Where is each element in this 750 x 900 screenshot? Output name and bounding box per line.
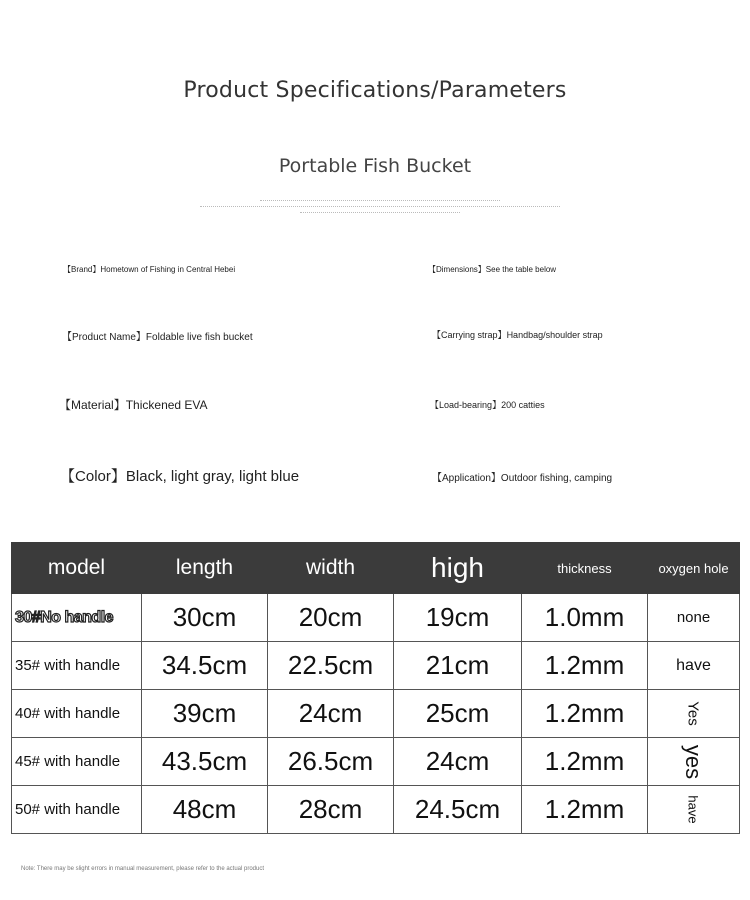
- spec-load-value: 200 catties: [501, 400, 545, 410]
- oxygen-value: yes: [681, 744, 707, 779]
- table-row: [12, 738, 740, 786]
- spec-strap-value: Handbag/shoulder strap: [506, 330, 603, 340]
- header-thickness: thickness: [522, 543, 648, 594]
- product-subtitle: Portable Fish Bucket: [278, 155, 472, 177]
- spec-dimensions: [428, 264, 556, 275]
- model-label: 30#No handle: [15, 608, 114, 626]
- cell-length: 34.5cm: [142, 642, 268, 690]
- cell-length: 30cm: [142, 594, 268, 642]
- cell-thickness: 1.2mm: [522, 642, 648, 690]
- oxygen-value: have: [685, 795, 701, 824]
- cell-width: 20cm: [268, 594, 394, 642]
- header-oxygen-hole: oxygen hole: [648, 543, 740, 594]
- oxygen-value: Yes: [684, 701, 702, 726]
- cell-thickness: 1.2mm: [522, 690, 648, 738]
- cell-width: 22.5cm: [268, 642, 394, 690]
- spec-strap-key: 【 Carrying strap 】: [432, 330, 507, 340]
- table-row: [12, 786, 740, 834]
- measurement-note: Note: There may be slight errors in manual measurement, please refer to the actual product: [21, 866, 265, 872]
- size-table: [11, 542, 740, 834]
- spec-application-value: Outdoor fishing, camping: [500, 473, 613, 484]
- spec-dimensions-value: See the table below: [485, 265, 557, 274]
- cell-oxygen-hole: [648, 738, 740, 786]
- spec-product-name: [62, 328, 253, 343]
- header-model: model: [12, 543, 142, 594]
- cell-width: 24cm: [268, 690, 394, 738]
- spec-application: [432, 469, 612, 484]
- cell-model: [12, 594, 142, 642]
- cell-model: 35# with handle: [12, 642, 142, 690]
- spec-product-name-value: Foldable live fish bucket: [145, 332, 253, 343]
- table-header-row: [12, 543, 740, 594]
- cell-model: 50# with handle: [12, 786, 142, 834]
- cell-high: 21cm: [394, 642, 522, 690]
- cell-length: 39cm: [142, 690, 268, 738]
- cell-high: 25cm: [394, 690, 522, 738]
- cell-width: 26.5cm: [268, 738, 394, 786]
- cell-width: 28cm: [268, 786, 394, 834]
- cell-length: 48cm: [142, 786, 268, 834]
- spec-material-key: 【 Material 】: [59, 398, 126, 412]
- cell-high: 24.5cm: [394, 786, 522, 834]
- cell-thickness: 1.2mm: [522, 738, 648, 786]
- spec-color-key: 【 Color 】: [60, 468, 126, 485]
- cell-length: 43.5cm: [142, 738, 268, 786]
- spec-material-value: Thickened EVA: [125, 398, 208, 412]
- table-row: [12, 594, 740, 642]
- header-width: width: [268, 543, 394, 594]
- spec-brand-key: 【 Brand 】: [63, 265, 100, 274]
- header-length: length: [142, 543, 268, 594]
- cell-oxygen-hole: [648, 690, 740, 738]
- cell-oxygen-hole: none: [648, 594, 740, 642]
- spec-dimensions-key: 【 Dimensions 】: [428, 265, 486, 274]
- header-high: high: [394, 543, 522, 594]
- spec-load: [430, 398, 545, 411]
- fine-print-decoration: [190, 200, 570, 216]
- cell-oxygen-hole: [648, 786, 740, 834]
- cell-model: 40# with handle: [12, 690, 142, 738]
- spec-color: [60, 465, 299, 486]
- spec-color-value: Black, light gray, light blue: [125, 468, 300, 485]
- cell-model: 45# with handle: [12, 738, 142, 786]
- spec-application-key: 【 Application 】: [432, 473, 501, 484]
- spec-product-name-key: 【 Product Name 】: [62, 332, 146, 343]
- page-title: Product Specifications/Parameters: [183, 78, 567, 103]
- spec-brand-value: Hometown of Fishing in Central Hebei: [100, 265, 236, 274]
- table-row: [12, 690, 740, 738]
- spec-brand: [63, 264, 235, 275]
- table-row: [12, 642, 740, 690]
- spec-load-key: 【 Load-bearing 】: [430, 400, 501, 410]
- spec-strap: [432, 328, 603, 341]
- cell-high: 19cm: [394, 594, 522, 642]
- cell-thickness: 1.2mm: [522, 786, 648, 834]
- cell-thickness: 1.0mm: [522, 594, 648, 642]
- cell-oxygen-hole: have: [648, 642, 740, 690]
- cell-high: 24cm: [394, 738, 522, 786]
- spec-material: [59, 396, 208, 413]
